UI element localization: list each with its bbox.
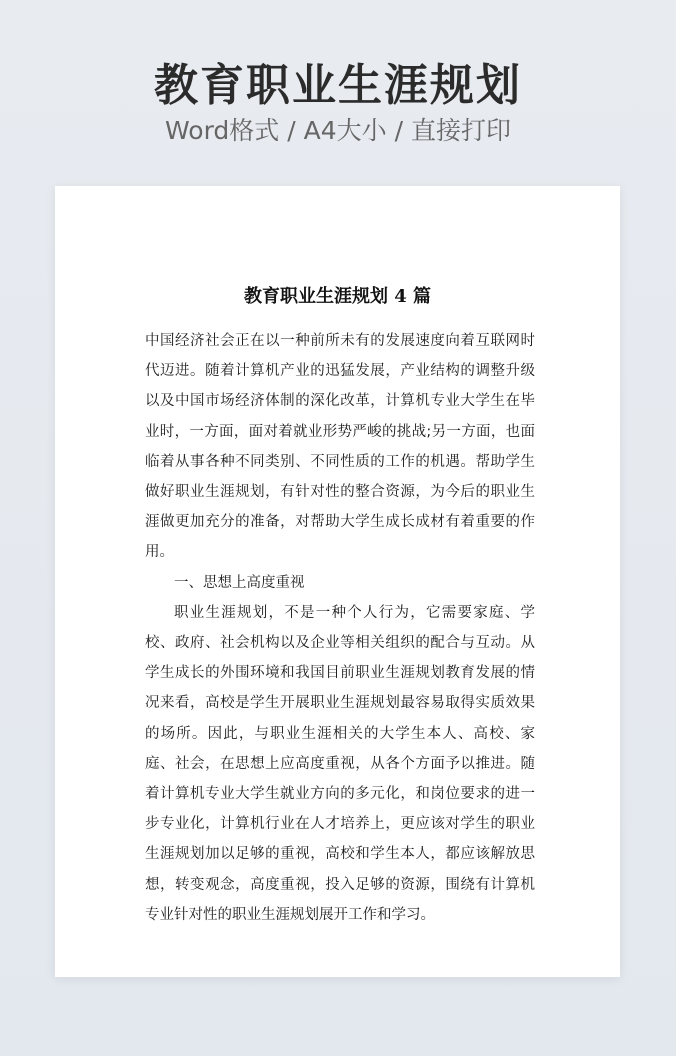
document-body: [145, 326, 535, 930]
paragraph-intro: 中国经济社会正在以一种前所未有的发展速度向着互联网时代迈进。随着计算机产业的迅猛发展，产业结构的调整升级以及中国市场经济体制的深化改革，计算机专业大学生在毕业时，一方面，面对着就业形势严峻的挑战;另一方面，也面临着从事各种不同类别、不同性质的工作的机遇。帮助学生做好职业生涯规划，有针对性的整合资源，为今后的职业生涯做更加充分的准备，对帮助大学生成长成材有着重要的作用。: [145, 333, 535, 561]
page-header: [0, 62, 676, 146]
paragraph-section-1: 职业生涯规划，不是一种个人行为，它需要家庭、学校、政府、社会机构以及企业等相关组织的配合与互动。从学生成长的外围环境和我国目前职业生涯规划教育发展的情况来看，高校是学生开展职业生涯规划最容易取得实质效果的场所。因此，与职业生涯相关的大学生本人、高校、家庭、社会，在思想上应高度重视，从各个方面予以推进。随着计算机专业大学生就业方向的多元化，和岗位要求的进一步专业化，计算机行业在人才培养上，更应该对学生的职业生涯规划加以足够的重视，高校和学生本人，都应该解放思想，转变观念，高度重视，投入足够的资源，围绕有计算机专业针对性的职业生涯规划展开工作和学习。: [145, 604, 535, 923]
page-title: 教育职业生涯规划: [154, 60, 522, 111]
section-heading: 一、思想上高度重视: [174, 574, 305, 591]
page-subtitle: Word格式 / A4大小 / 直接打印: [165, 116, 511, 146]
document-page: [55, 186, 620, 977]
document-title: 教育职业生涯规划 4 篇: [243, 286, 432, 307]
